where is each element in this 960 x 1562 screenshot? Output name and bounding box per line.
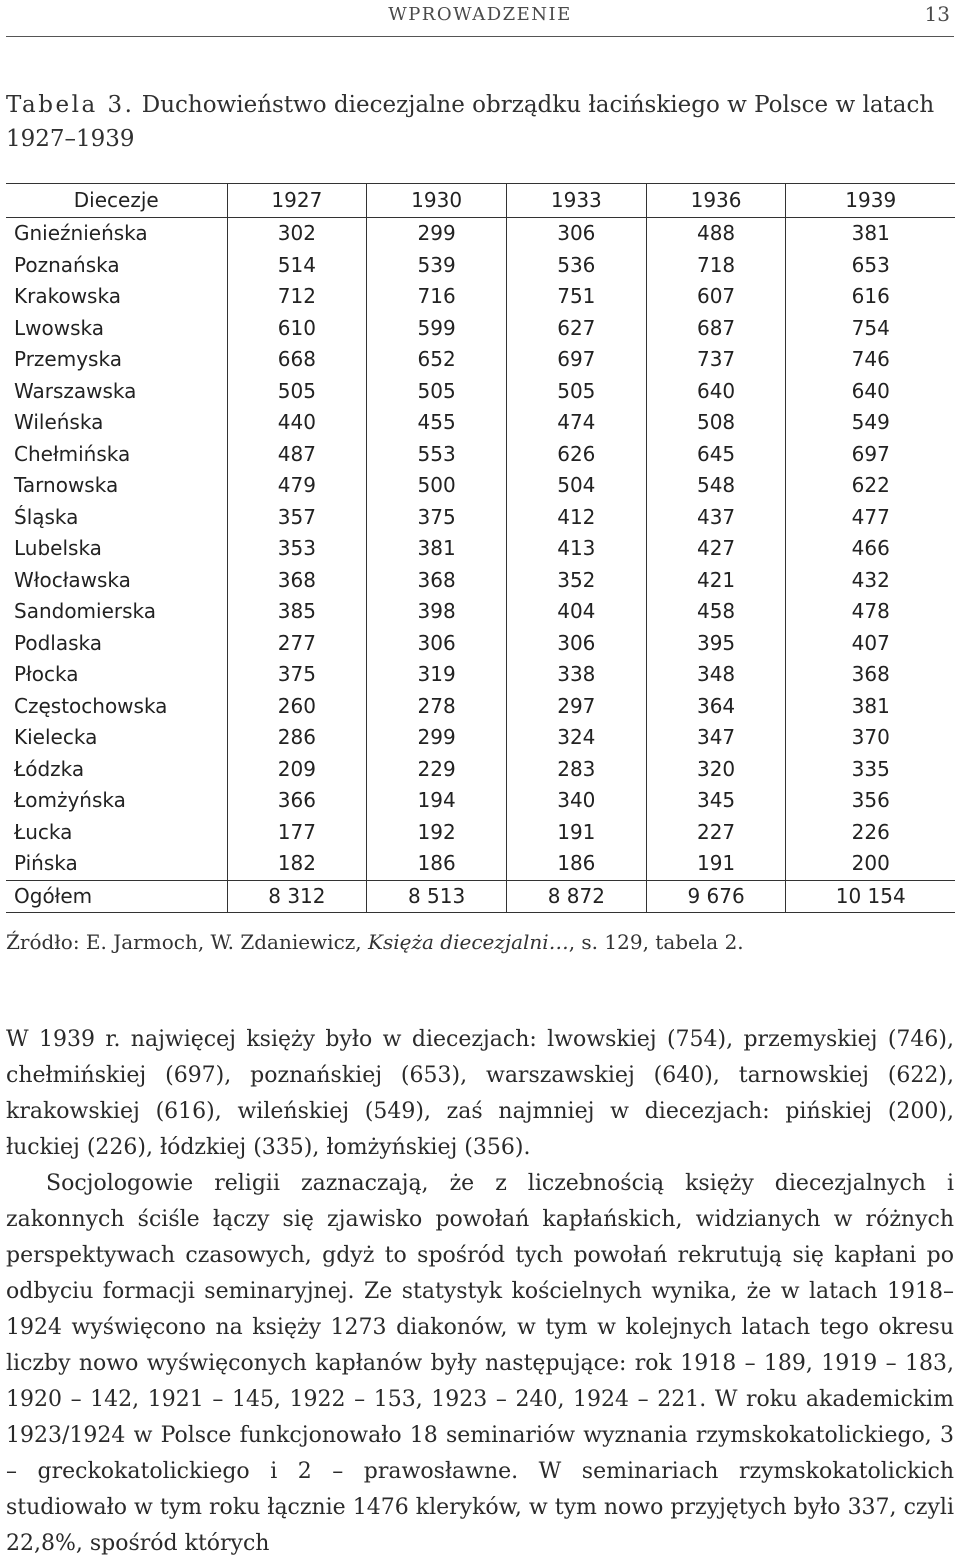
- table-cell: 479: [227, 470, 367, 502]
- table-cell: 194: [367, 785, 507, 817]
- table-label: Tabela 3.: [6, 92, 135, 118]
- diocese-name: Lwowska: [14, 315, 104, 340]
- diocese-name: Łódzka: [14, 756, 85, 781]
- table-row: [6, 848, 955, 880]
- diocese-name: Łomżyńska: [14, 788, 126, 812]
- table-cell: 335: [786, 754, 955, 786]
- table-row: [6, 628, 955, 660]
- running-header: [6, 0, 954, 37]
- table-cell: 437: [646, 502, 786, 534]
- table-cell: 751: [506, 281, 646, 313]
- table-cell: 357: [227, 502, 367, 534]
- table-cell: 697: [786, 439, 955, 471]
- table-row: [6, 281, 955, 313]
- table-cell: 474: [506, 407, 646, 439]
- diocese-name: Chełmińska: [14, 441, 131, 466]
- table-row: [6, 817, 955, 849]
- table-cell: 404: [506, 596, 646, 628]
- table-cell: 366: [227, 785, 367, 817]
- table-cell: 306: [506, 218, 646, 250]
- table-cell: 348: [646, 659, 786, 691]
- table-title: Duchowieństwo diecezjalne obrządku łacińskiego w Polsce w latach 1927–1939: [6, 92, 935, 152]
- table-cell: 286: [227, 722, 367, 754]
- running-title: WPROWADZENIE: [388, 4, 572, 25]
- diocese-name: Tarnowska: [14, 473, 119, 497]
- table-cell: 500: [367, 470, 507, 502]
- table-cell: 381: [786, 218, 955, 250]
- diocese-name: Pińska: [14, 851, 78, 875]
- table-cell: 653: [786, 250, 955, 282]
- total-row: [6, 880, 955, 913]
- table-cell: 368: [227, 565, 367, 597]
- table-cell: 553: [367, 439, 507, 471]
- total-cell: 8 872: [506, 880, 646, 913]
- table-cell: 718: [646, 250, 786, 282]
- table-cell: 712: [227, 281, 367, 313]
- paragraph: Socjologowie religii zaznaczają, że z liczebnością księży diecezjalnych i zakonnych ściśle łączy się zjawisko powołań kapłańskich, widzianych w różnych perspektywach czasowych, gdyż to spośród tych powołań rekrutują się kapłani po odbyciu formacji seminaryjnej. Ze statystyk kościelnych wynika, że w latach 1918–1924 wyświęcono na księży 1273 diakonów, w tym w kolejnych latach tego okresu liczby nowo wyświęconych kapłanów były następujące: rok 1918 – 189, 1919 – 183, 1920 – 142, 1921 – 145, 1922 – 153, 1923 – 240, 1924 – 221. W roku akademickim 1923/1924 w Polsce funkcjonowało 18 seminariów wyznania rzymskokatolickiego, 3 – greckokatolickiego i 2 – prawosławne. W seminariach rzymskokatolickich studiowało w tym roku łącznie 1476 kleryków, w tym nowo przyjętych było 337, czyli 22,8%, spośród których: [6, 1171, 954, 1556]
- table-cell: 353: [227, 533, 367, 565]
- table-cell: 687: [646, 313, 786, 345]
- table-body: [6, 218, 955, 881]
- table-row: [6, 565, 955, 597]
- table-cell: 191: [646, 848, 786, 880]
- table-cell: 299: [367, 722, 507, 754]
- table-cell: 186: [506, 848, 646, 880]
- table-cell: 227: [646, 817, 786, 849]
- column-header: 1936: [646, 184, 786, 218]
- table-cell: 539: [367, 250, 507, 282]
- table-cell: 716: [367, 281, 507, 313]
- table-cell: 627: [506, 313, 646, 345]
- table-cell: 599: [367, 313, 507, 345]
- table-cell: 488: [646, 218, 786, 250]
- table-cell: 505: [367, 376, 507, 408]
- table-cell: 320: [646, 754, 786, 786]
- total-cell: 9 676: [646, 880, 786, 913]
- table-row: [6, 439, 955, 471]
- table-cell: 260: [227, 691, 367, 723]
- table-cell: 229: [367, 754, 507, 786]
- table-cell: 610: [227, 313, 367, 345]
- table-cell: 508: [646, 407, 786, 439]
- table-row: [6, 470, 955, 502]
- diocese-name: Włocławska: [14, 567, 131, 592]
- diocese-name: Łucka: [14, 819, 73, 844]
- diocese-name: Gnieźnieńska: [14, 221, 148, 245]
- table-cell: 299: [367, 218, 507, 250]
- table-header-row: [6, 184, 955, 218]
- diocese-name: Płocka: [14, 662, 79, 686]
- table-cell: 487: [227, 439, 367, 471]
- body-text: [6, 1022, 954, 1562]
- table-cell: 352: [506, 565, 646, 597]
- table-cell: 737: [646, 344, 786, 376]
- table-cell: 432: [786, 565, 955, 597]
- table-cell: 616: [786, 281, 955, 313]
- diocese-name: Poznańska: [14, 252, 120, 277]
- table-cell: 754: [786, 313, 955, 345]
- table-source: [6, 930, 744, 954]
- table-cell: 607: [646, 281, 786, 313]
- table-cell: 640: [646, 376, 786, 408]
- table-cell: 226: [786, 817, 955, 849]
- table-cell: 191: [506, 817, 646, 849]
- diocese-name: Lubelska: [14, 536, 102, 560]
- table-row: [6, 376, 955, 408]
- table-cell: 504: [506, 470, 646, 502]
- table-cell: 277: [227, 628, 367, 660]
- table-row: [6, 785, 955, 817]
- table-row: [6, 250, 955, 282]
- diocese-name: Przemyska: [14, 347, 122, 371]
- table-cell: 297: [506, 691, 646, 723]
- table-row: [6, 596, 955, 628]
- diocese-name: Sandomierska: [14, 599, 157, 623]
- table-cell: 302: [227, 218, 367, 250]
- diocese-name: Częstochowska: [14, 693, 168, 718]
- table-row: [6, 722, 955, 754]
- table-cell: 395: [646, 628, 786, 660]
- table-row: [6, 313, 955, 345]
- diocese-name: Podlaska: [14, 630, 102, 655]
- table-cell: 209: [227, 754, 367, 786]
- table-cell: 306: [506, 628, 646, 660]
- table-cell: 385: [227, 596, 367, 628]
- table-cell: 340: [506, 785, 646, 817]
- page-number: 13: [924, 2, 950, 26]
- table-cell: 283: [506, 754, 646, 786]
- table-cell: 192: [367, 817, 507, 849]
- table-cell: 319: [367, 659, 507, 691]
- table-cell: 356: [786, 785, 955, 817]
- table-cell: 652: [367, 344, 507, 376]
- source-prefix: Źródło: E. Jarmoch, W. Zdaniewicz,: [6, 930, 369, 954]
- column-header: 1930: [367, 184, 507, 218]
- table-cell: 668: [227, 344, 367, 376]
- table-cell: 407: [786, 628, 955, 660]
- diocese-name: Warszawska: [14, 378, 137, 403]
- table-cell: 427: [646, 533, 786, 565]
- table-cell: 278: [367, 691, 507, 723]
- paragraph: W 1939 r. najwięcej księży było w diecezjach: lwowskiej (754), przemyskiej (746), chełmińskiej (697), poznańskiej (653), warszawskiej (640), tarnowskiej (622), krakowskiej (616), wileńskiej (549), zaś najmniej w diecezjach: pińskiej (200), łuckiej (226), łódzkiej (335), łomżyńskiej (356).: [6, 1027, 954, 1160]
- table-cell: 645: [646, 439, 786, 471]
- table-cell: 381: [786, 691, 955, 723]
- table-cell: 478: [786, 596, 955, 628]
- table-cell: 466: [786, 533, 955, 565]
- total-label: Ogółem: [14, 883, 93, 908]
- table-row: [6, 754, 955, 786]
- table-cell: 370: [786, 722, 955, 754]
- table-cell: 477: [786, 502, 955, 534]
- table-cell: 186: [367, 848, 507, 880]
- table-cell: 421: [646, 565, 786, 597]
- table-cell: 549: [786, 407, 955, 439]
- table-cell: 177: [227, 817, 367, 849]
- table-cell: 455: [367, 407, 507, 439]
- table-cell: 375: [367, 502, 507, 534]
- table-cell: 514: [227, 250, 367, 282]
- table-cell: 413: [506, 533, 646, 565]
- table-cell: 548: [646, 470, 786, 502]
- diocese-name: Kielecka: [14, 725, 98, 749]
- diocese-name: Śląska: [14, 504, 79, 529]
- table-cell: 458: [646, 596, 786, 628]
- table-cell: 505: [506, 376, 646, 408]
- table-cell: 375: [227, 659, 367, 691]
- column-header: 1927: [227, 184, 367, 218]
- table-cell: 364: [646, 691, 786, 723]
- table-cell: 306: [367, 628, 507, 660]
- table-row: [6, 344, 955, 376]
- table-cell: 398: [367, 596, 507, 628]
- table-row: [6, 659, 955, 691]
- table-cell: 338: [506, 659, 646, 691]
- column-header: 1933: [506, 184, 646, 218]
- table-cell: 412: [506, 502, 646, 534]
- total-cell: 8 312: [227, 880, 367, 913]
- table-row: [6, 533, 955, 565]
- table-cell: 536: [506, 250, 646, 282]
- table-row: [6, 502, 955, 534]
- diocese-name: Krakowska: [14, 284, 121, 308]
- table-cell: 440: [227, 407, 367, 439]
- table-row: [6, 691, 955, 723]
- table-cell: 505: [227, 376, 367, 408]
- table-cell: 182: [227, 848, 367, 880]
- table-row: [6, 407, 955, 439]
- table-cell: 368: [367, 565, 507, 597]
- table-cell: 345: [646, 785, 786, 817]
- total-cell: 10 154: [786, 880, 955, 913]
- diocese-name: Wileńska: [14, 410, 104, 434]
- table-row: [6, 218, 955, 250]
- source-title: Księża diecezjalni…: [368, 930, 569, 954]
- column-header: 1939: [786, 184, 955, 218]
- table-caption: [6, 88, 954, 156]
- table-cell: 697: [506, 344, 646, 376]
- column-header: Diecezje: [73, 188, 159, 212]
- table-cell: 324: [506, 722, 646, 754]
- table-cell: 200: [786, 848, 955, 880]
- table-cell: 640: [786, 376, 955, 408]
- table-cell: 626: [506, 439, 646, 471]
- table-cell: 622: [786, 470, 955, 502]
- clergy-table: [6, 183, 955, 913]
- table-cell: 381: [367, 533, 507, 565]
- table-cell: 368: [786, 659, 955, 691]
- source-suffix: , s. 129, tabela 2.: [568, 930, 744, 954]
- total-cell: 8 513: [367, 880, 507, 913]
- table-cell: 347: [646, 722, 786, 754]
- table-cell: 746: [786, 344, 955, 376]
